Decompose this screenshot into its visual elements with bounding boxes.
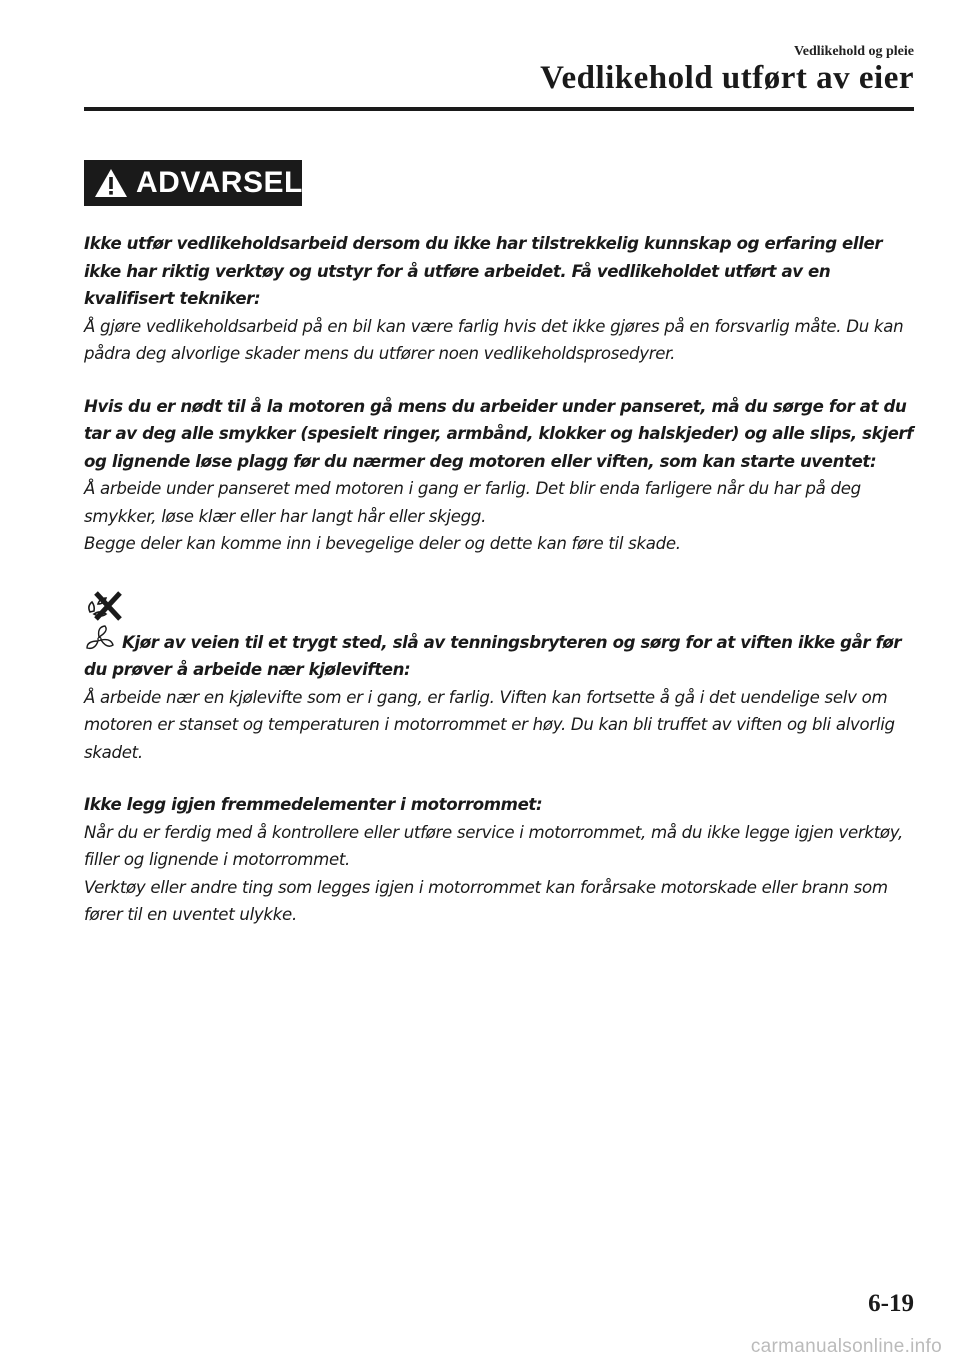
section-title: Vedlikehold og pleie (793, 44, 914, 59)
warning-body: Å arbeide under panseret med motoren i gang er farlig. Det blir enda farligere når du har på deg smykker, løse klær eller har langt hår eller skjegg. (84, 479, 861, 526)
warning-paragraph (84, 624, 914, 767)
no-fan-touch-icon (84, 590, 124, 622)
warning-heading (84, 624, 914, 684)
warning-body: Når du er ferdig med å kontrollere eller utføre service i motorrommet, må du ikke legge igjen verktøy, filler og lignende i motorrommet. (84, 822, 903, 869)
warning-heading: Ikke utfør vedlikeholdsarbeid dersom du ikke har tilstrekkelig kunnskap og erfaring eller ikke har riktig verktøy og utstyr for å utføre arbeidet. Få vedlikeholdet utført av en kvalifisert tekniker: (84, 234, 883, 308)
warning-heading: Ikke legg igjen fremmedelementer i motorrommet: (84, 795, 543, 814)
warning-heading-text: Kjør av veien til et trygt sted, slå av tenningsbryteren og sørg for at viften ikke går før du prøver å arbeide nær kjøleviften: (84, 632, 902, 679)
warning-paragraph (84, 791, 914, 929)
warning-label: ADVARSEL (136, 166, 303, 199)
header-divider (84, 107, 914, 111)
warning-paragraph (84, 230, 914, 368)
warning-body: Å gjøre vedlikeholdsarbeid på en bil kan være farlig hvis det ikke gjøres på en forsvarlig måte. Du kan pådra deg alvorlige skader mens du utfører noen vedlikeholdsprosedyrer. (84, 316, 904, 363)
warning-paragraph (84, 393, 914, 558)
page-number: 6-19 (868, 1290, 914, 1317)
page-title: Vedlikehold utført av eier (540, 60, 914, 96)
warning-content (84, 230, 914, 954)
warning-badge (84, 160, 302, 206)
watermark: carmanualsonline.info (750, 1336, 942, 1357)
fan-icon (84, 624, 118, 654)
warning-body: Verktøy eller andre ting som legges igjen i motorrommet kan forårsake motorskade eller brann som fører til en uventet ulykke. (84, 877, 888, 924)
warning-body: Begge deler kan komme inn i bevegelige deler og dette kan føre til skade. (84, 534, 681, 553)
warning-heading: Hvis du er nødt til å la motoren gå mens du arbeider under panseret, må du sørge for at du tar av deg alle smykker (spesielt ringer, armbånd, klokker og halskjeder) og alle slips, skjerf og lignende løse plagg før du nærmer deg motoren eller viften, som kan starte uventet: (84, 396, 914, 471)
warning-body: Å arbeide nær en kjølevifte som er i gang, er farlig. Viften kan fortsette å gå i det uendelige selv om motoren er stanset og temperaturen i motorrommet er høy. Du kan bli truffet av viften og bli alvorlig skadet. (84, 687, 895, 762)
warning-triangle-icon (94, 168, 128, 198)
